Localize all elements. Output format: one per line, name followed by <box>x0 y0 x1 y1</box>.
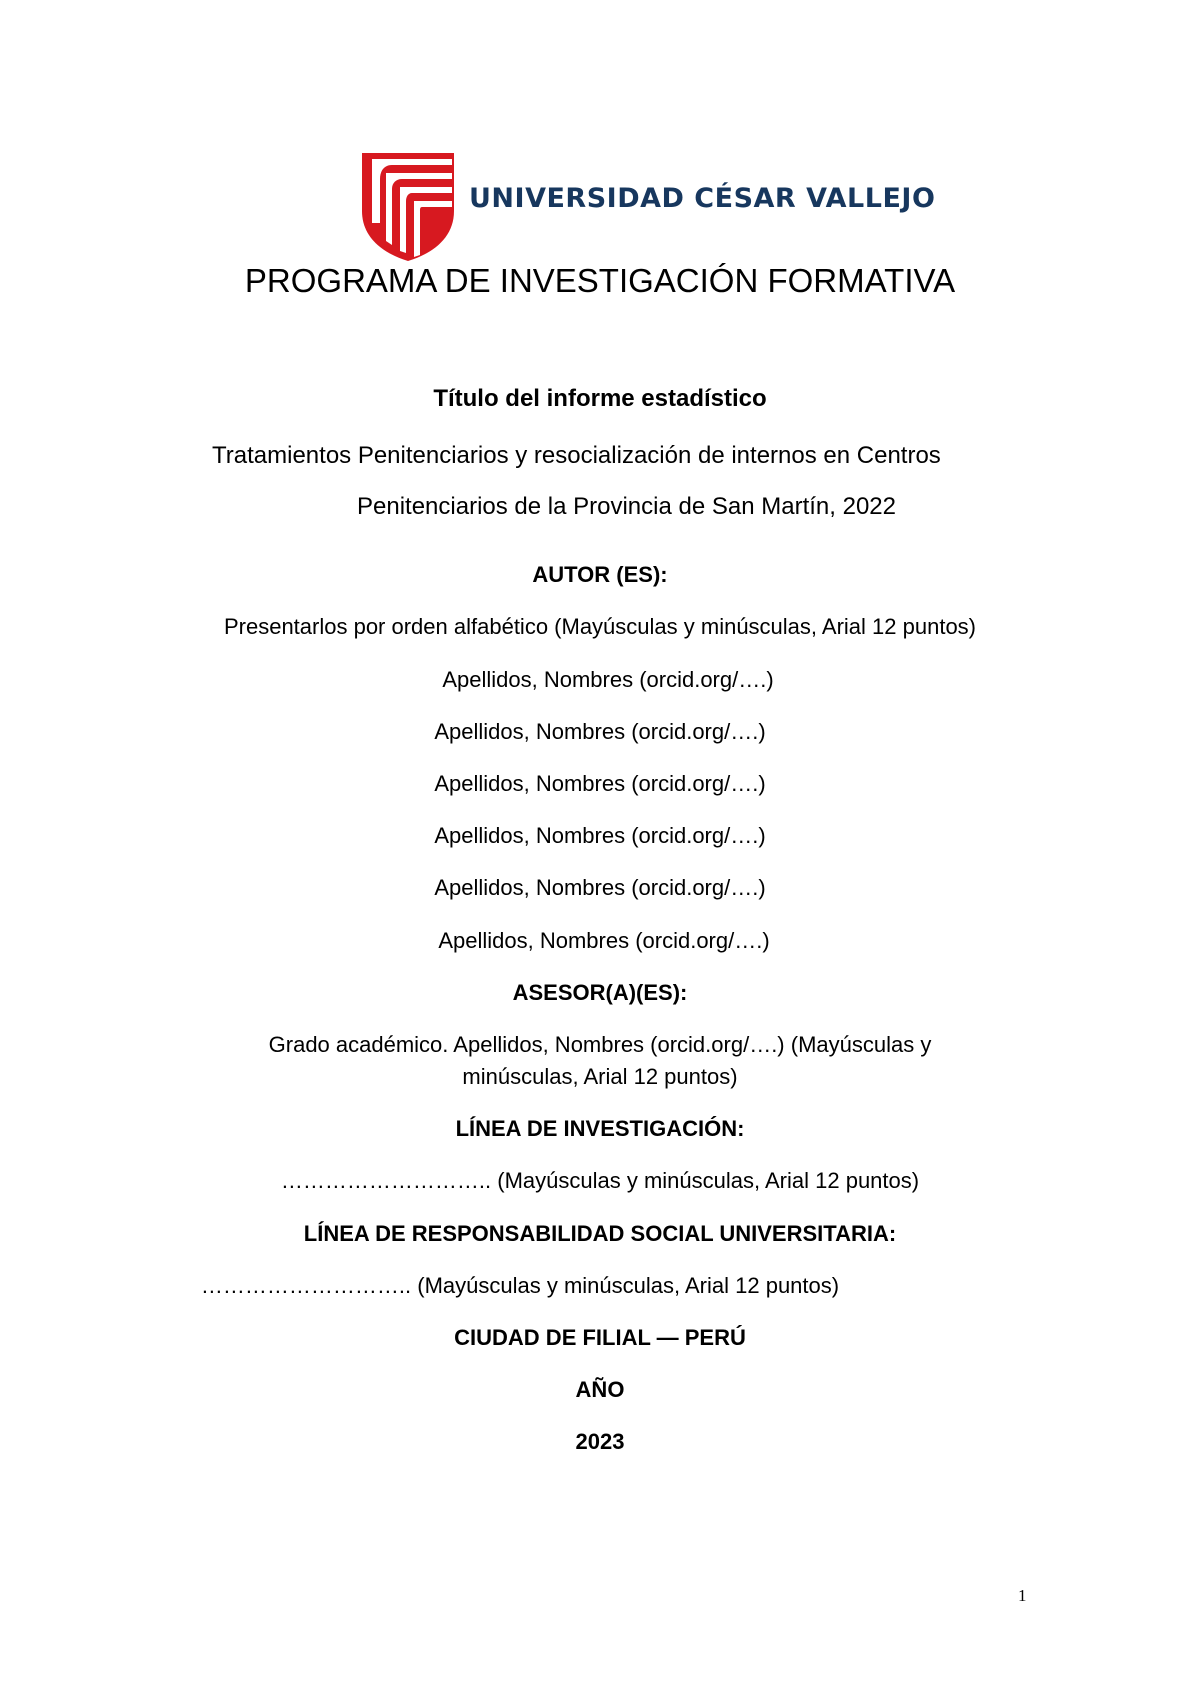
research-line-heading: LÍNEA DE INVESTIGACIÓN: <box>455 1116 745 1141</box>
author-entry: Apellidos, Nombres (orcid.org/….) <box>438 928 770 953</box>
author-entry: Apellidos, Nombres (orcid.org/….) <box>434 771 766 796</box>
ucv-shield-icon <box>362 153 454 261</box>
university-name: UNIVERSIDAD CÉSAR VALLEJO <box>469 183 936 214</box>
year: 2023 <box>575 1429 625 1454</box>
program-title: PROGRAMA DE INVESTIGACIÓN FORMATIVA <box>244 262 956 299</box>
report-title-line-2: Penitenciarios de la Provincia de San Martín, 2022 <box>357 493 896 520</box>
social-responsibility-value: ……………………….. (Mayúsculas y minúsculas, Arial 12 puntos) <box>200 1273 840 1298</box>
author-entry: Apellidos, Nombres (orcid.org/….) <box>434 719 766 744</box>
university-logo <box>362 153 936 261</box>
city: CIUDAD DE FILIAL — PERÚ <box>454 1325 746 1350</box>
advisors-line-1: Grado académico. Apellidos, Nombres (orcid.org/….) (Mayúsculas y <box>268 1032 932 1057</box>
authors-heading: AUTOR (ES): <box>532 562 668 587</box>
author-entry: Apellidos, Nombres (orcid.org/….) <box>434 875 766 900</box>
author-entry: Apellidos, Nombres (orcid.org/….) <box>434 823 766 848</box>
author-entry: Apellidos, Nombres (orcid.org/….) <box>442 667 774 692</box>
research-line-value: ……………………….. (Mayúsculas y minúsculas, Arial 12 puntos) <box>280 1168 920 1193</box>
authors-instruction: Presentarlos por orden alfabético (Mayúsculas y minúsculas, Arial 12 puntos) <box>223 614 977 639</box>
page-number: 1 <box>1018 1586 1027 1605</box>
report-title-line-1: Tratamientos Penitenciarios y resocialización de internos en Centros <box>212 442 941 469</box>
year-label: AÑO <box>575 1377 625 1402</box>
advisors-line-2: minúsculas, Arial 12 puntos) <box>462 1064 738 1089</box>
report-title-label: Título del informe estadístico <box>433 385 767 412</box>
social-responsibility-heading: LÍNEA DE RESPONSABILIDAD SOCIAL UNIVERSITARIA: <box>303 1221 897 1246</box>
advisors-heading: ASESOR(A)(ES): <box>512 980 688 1005</box>
